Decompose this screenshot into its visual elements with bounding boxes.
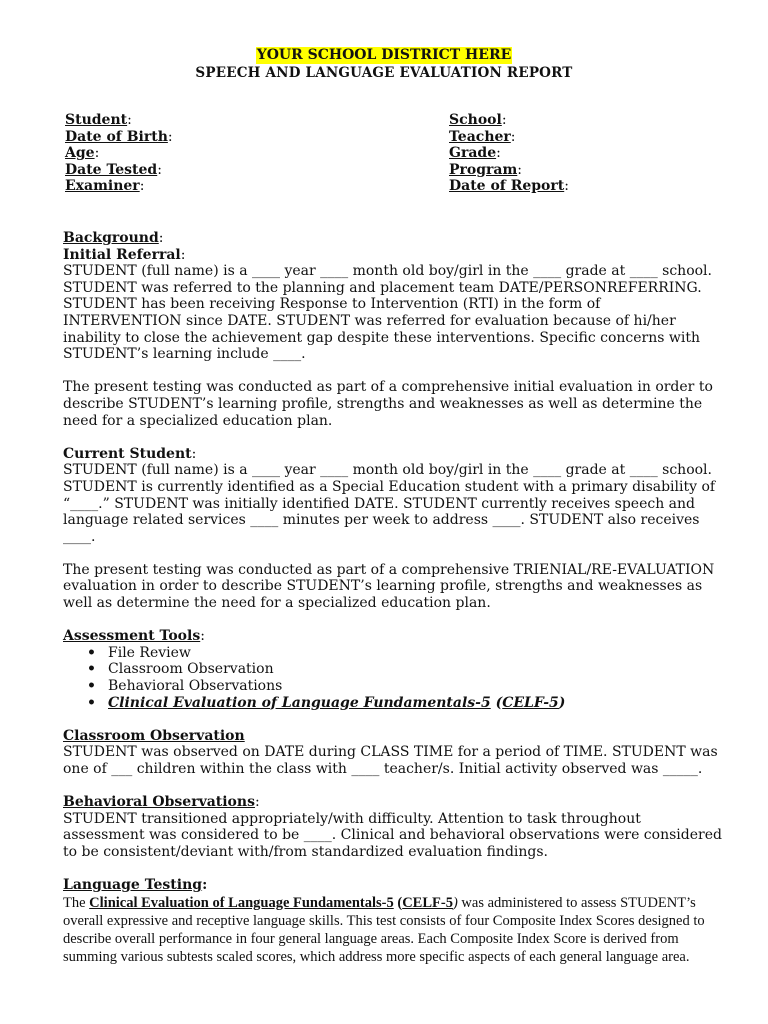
info-age: Age:: [65, 145, 100, 162]
info-school: School:: [449, 112, 507, 128]
list-item: • Classroom Observation: [87, 661, 723, 678]
list-item: • File Review: [87, 645, 723, 662]
student-info-left: [65, 112, 173, 195]
info-date-of-birth: Date of Birth:: [65, 128, 173, 145]
title-block: [0, 44, 768, 82]
language-testing-text: The Clinical Evaluation of Language Fundamentals-5 (CELF-5) was administered to assess STUDENT’s overall expressive and receptive language skills. This test consists of four Composite Index Scores designed to describe overall performance in four general language areas. Each Composite Index Score is derived from summing various subtests scaled scores, which address more specific aspects of each general language area.: [63, 894, 705, 965]
behavioral-observations-heading: Behavioral Observations:: [63, 794, 260, 811]
info-date-tested: Date Tested:: [65, 161, 162, 178]
classroom-observation-heading: Classroom Observation: [63, 727, 245, 744]
district-name: YOUR SCHOOL DISTRICT HERE: [256, 47, 512, 63]
language-testing-heading: Language Testing:: [63, 877, 208, 894]
current-student-heading: Current Student:: [63, 445, 197, 462]
current-student-text: STUDENT (full name) is a ____ year ____ month old boy/girl in the ____ grade at ____ school. STUDENT is currently identified as a Special Education student with a primary disability of “____.” STUDENT was initially identified DATE. STUDENT currently receives speech and language related services ____ minutes per week to address ____. STUDENT also receives ____.: [63, 462, 716, 545]
info-student: Student:: [65, 112, 132, 128]
classroom-observation-text: STUDENT was observed on DATE during CLASS TIME for a period of TIME. STUDENT was one of ___ children within the class with ____ teacher/s. Initial activity observed was _____.: [63, 744, 718, 777]
info-grade: Grade:: [449, 145, 501, 162]
assessment-tools-list: [63, 645, 723, 711]
info-teacher: Teacher:: [449, 128, 516, 145]
report-body: [63, 230, 723, 966]
student-info-right: [449, 112, 569, 195]
assessment-tools-heading: Assessment Tools:: [63, 628, 205, 645]
list-item-celf: • Clinical Evaluation of Language Fundamentals-5 (CELF-5): [87, 695, 723, 712]
triennial-present-testing-text: The present testing was conducted as part of a comprehensive TRIENIAL/RE-EVALUATION evaluation in order to describe STUDENT’s learning profile, strengths and weaknesses as well as determine the need for a specialized education plan.: [63, 561, 715, 612]
initial-present-testing-text: The present testing was conducted as part of a comprehensive initial evaluation in order to describe STUDENT’s learning profile, strengths and weaknesses as well as determine the need for a specialized education plan.: [63, 379, 713, 429]
report-title: SPEECH AND LANGUAGE EVALUATION REPORT: [195, 65, 573, 81]
behavioral-observations-text: STUDENT transitioned appropriately/with difficulty. Attention to task throughout assessment was considered to be ____. Clinical and behavioral observations were considered to be consistent/deviant with/from standardized evaluation findings.: [63, 810, 722, 860]
initial-referral-text: STUDENT (full name) is a ____ year ____ month old boy/girl in the ____ grade at ____ school. STUDENT was referred to the planning and placement team DATE/PERSONREFERRING. STUDENT has been receiving Response to Intervention (RTI) in the form of INTERVENTION since DATE. STUDENT was referred for evaluation because of hi/her inability to close the achievement gap despite these interventions. Specific concerns with STUDENT’s learning include ____.: [63, 263, 712, 363]
list-item: • Behavioral Observations: [87, 678, 723, 695]
info-examiner: Examiner:: [65, 178, 145, 195]
info-date-of-report: Date of Report:: [449, 178, 569, 195]
initial-referral-heading: Initial Referral:: [63, 246, 186, 263]
info-program: Program:: [449, 161, 523, 178]
background-heading: Background:: [63, 230, 164, 246]
